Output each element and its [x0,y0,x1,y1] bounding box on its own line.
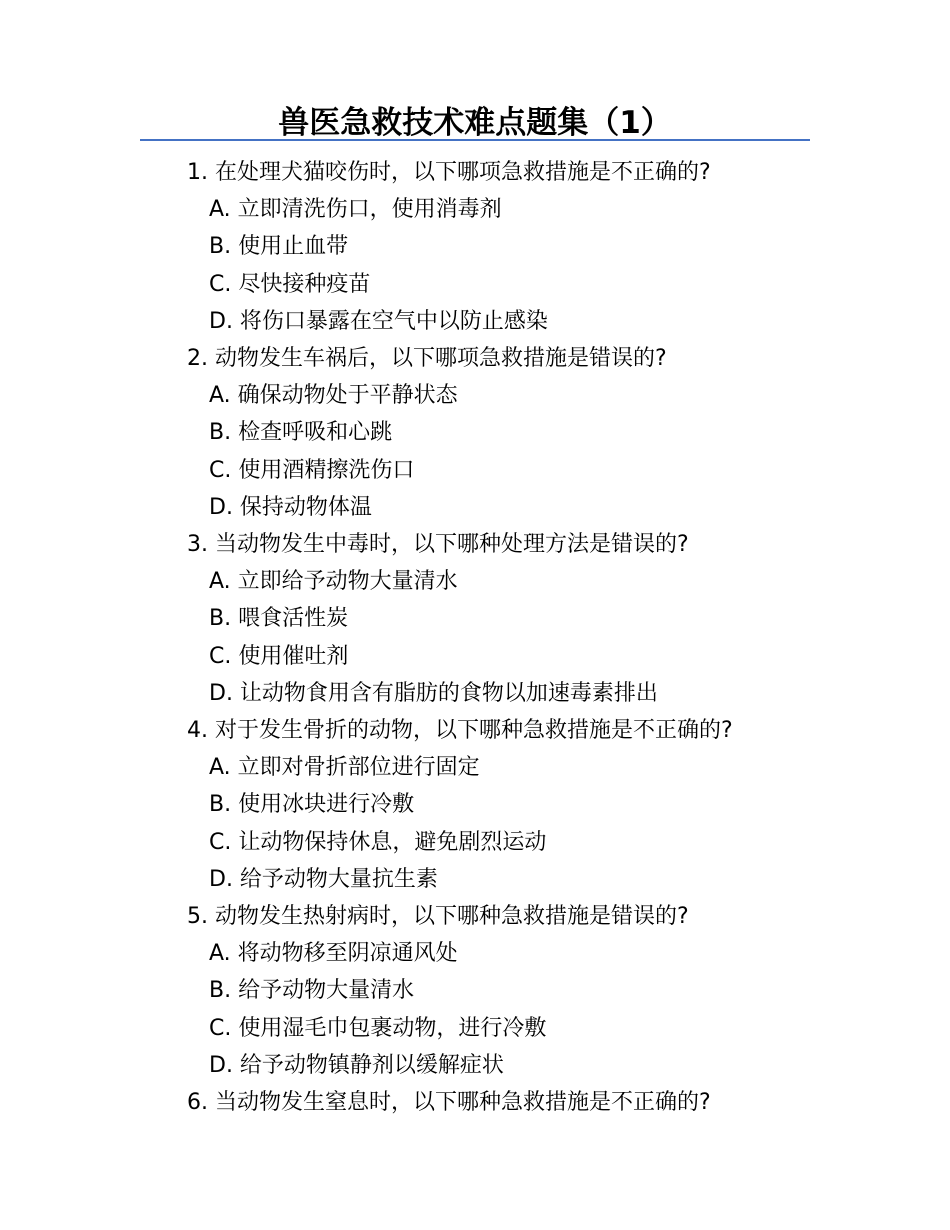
option-d: D. 将伤口暴露在空气中以防止感染 [209,308,548,334]
option-b: B. 给予动物大量清水 [209,978,415,1004]
option-a: A. 立即给予动物大量清水 [209,569,458,595]
option-c: C. 使用催吐剂 [209,643,349,669]
question-3 [187,526,827,712]
title-underline [140,139,810,141]
question-2 [187,340,827,526]
question-6 [187,1084,827,1121]
option-a: A. 将动物移至阴凉通风处 [209,941,458,967]
option-b: B. 检查呼吸和心跳 [209,420,393,446]
option-d: D. 保持动物体温 [209,494,372,520]
option-b: B. 喂食活性炭 [209,606,349,632]
question-stem: 5. 动物发生热射病时，以下哪种急救措施是错误的? [187,904,689,930]
question-stem: 1. 在处理犬猫咬伤时，以下哪项急救措施是不正确的? [187,160,711,185]
option-c: C. 让动物保持休息，避免剧烈运动 [209,829,547,855]
option-c: C. 尽快接种疫苗 [209,271,371,297]
option-a: A. 确保动物处于平静状态 [209,383,458,409]
option-b: B. 使用止血带 [209,234,349,260]
option-a: A. 立即清洗伤口，使用消毒剂 [209,197,502,223]
question-stem: 3. 当动物发生中毒时，以下哪种处理方法是错误的? [187,532,689,558]
question-5 [187,898,827,1084]
question-stem: 4. 对于发生骨折的动物，以下哪种急救措施是不正确的? [187,718,733,744]
option-d: D. 给予动物大量抗生素 [209,866,438,892]
option-c: C. 使用湿毛巾包裹动物，进行冷敷 [209,1015,547,1041]
option-c: C. 使用酒精擦洗伤口 [209,457,415,483]
option-b: B. 使用冰块进行冷敷 [209,792,415,818]
option-d: D. 让动物食用含有脂肪的食物以加速毒素排出 [209,680,658,706]
question-list [187,154,827,1121]
question-4 [187,712,827,898]
page-title: 兽医急救技术难点题集（1） [278,105,672,141]
question-stem: 2. 动物发生车祸后，以下哪项急救措施是错误的? [187,346,667,372]
question-stem: 6. 当动物发生窒息时，以下哪种急救措施是不正确的? [187,1090,711,1116]
question-1 [187,154,827,340]
option-a: A. 立即对骨折部位进行固定 [209,755,480,781]
option-d: D. 给予动物镇静剂以缓解症状 [209,1052,504,1078]
